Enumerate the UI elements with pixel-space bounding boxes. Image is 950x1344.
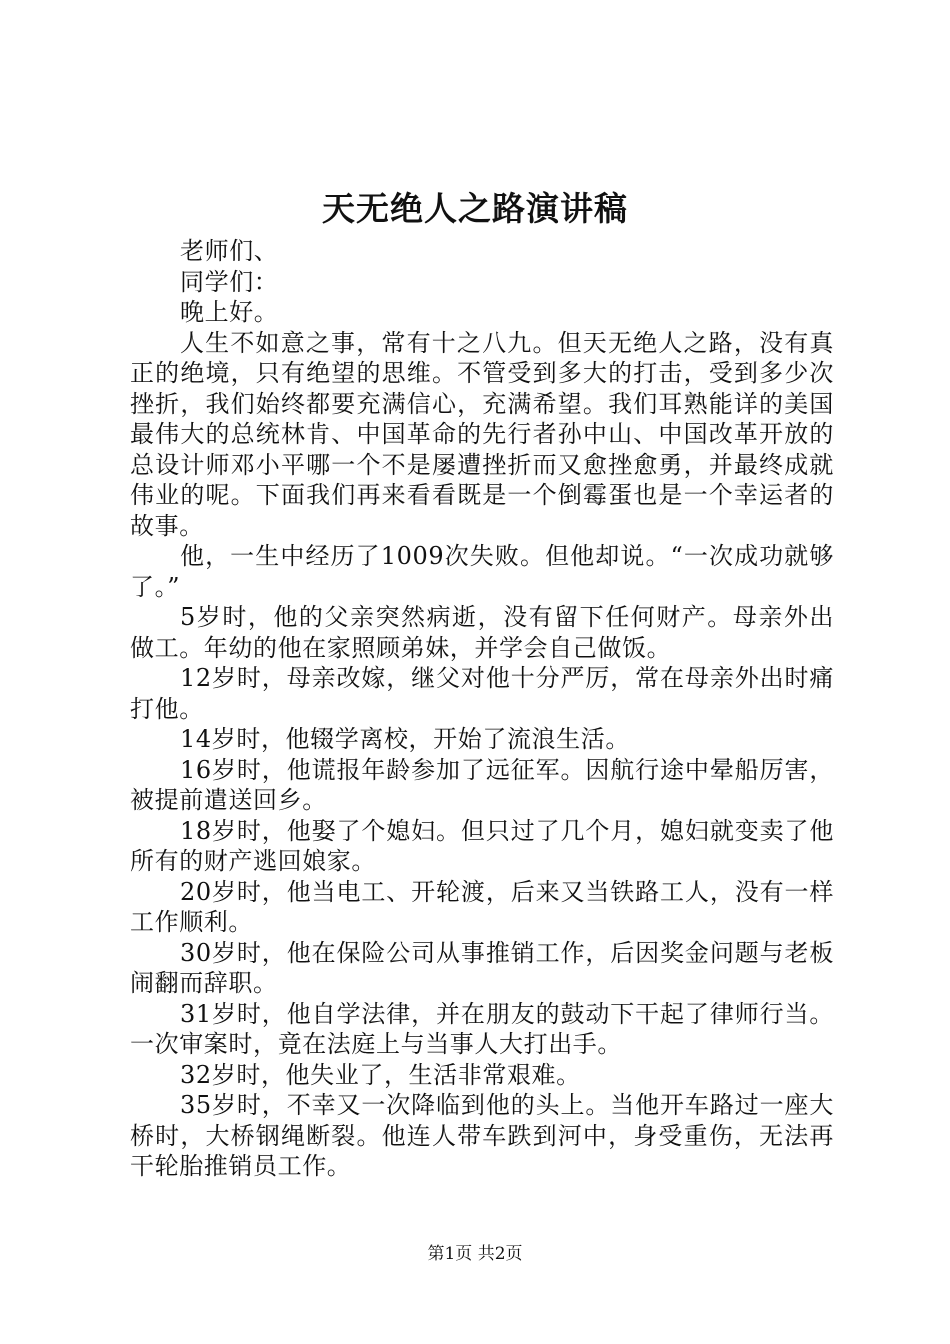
paragraph: 16岁时，他谎报年龄参加了远征军。因航行途中晕船厉害，被提前遣送回乡。 <box>130 755 834 814</box>
paragraph: 晚上好。 <box>180 298 279 326</box>
paragraph: 5岁时，他的父亲突然病逝，没有留下任何财产。母亲外出做工。年幼的他在家照顾弟妹，并学会自己做饭。 <box>130 603 834 662</box>
paragraph: 老师们、 <box>180 237 279 265</box>
paragraph: 31岁时，他自学法律，并在朋友的鼓动下干起了律师行当。一次审案时，竟在法庭上与当事人大打出手。 <box>130 999 834 1058</box>
paragraph: 12岁时，母亲改嫁，继父对他十分严厉，常在母亲外出时痛打他。 <box>130 664 834 723</box>
paragraph: 35岁时，不幸又一次降临到他的头上。当他开车路过一座大桥时，大桥钢绳断裂。他连人带车跌到河中，身受重伤，无法再干轮胎推销员工作。 <box>130 1091 834 1180</box>
paragraph: 32岁时，他失业了，生活非常艰难。 <box>180 1060 581 1089</box>
paragraph: 14岁时，他辍学离校，开始了流浪生活。 <box>180 725 630 753</box>
paragraph: 18岁时，他娶了个媳妇。但只过了几个月，媳妇就变卖了他所有的财产逃回娘家。 <box>130 816 834 875</box>
page-number-footer: 第1页 共2页 <box>427 1244 523 1264</box>
paragraph: 同学们： <box>180 267 279 296</box>
document-title: 天无绝人之路演讲稿 <box>322 189 628 228</box>
paragraph: 他，一生中经历了1009次失败。但他却说。“一次成功就够了。” <box>130 542 834 601</box>
paragraph: 人生不如意之事，常有十之八九。但天无绝人之路，没有真正的绝境，只有绝望的思维。不管受到多大的打击，受到多少次挫折，我们始终都要充满信心，充满希望。我们耳熟能详的美国最伟大的总统林肯、中国革命的先行者孙中山、中国改革开放的总设计师邓小平哪一个不是屡遭挫折而又愈挫愈勇，并最终成就伟业的呢。下面我们再来看看既是一个倒霉蛋也是一个幸运者的故事。 <box>130 328 834 540</box>
paragraph: 30岁时，他在保险公司从事推销工作，后因奖金问题与老板闹翻而辞职。 <box>130 938 834 997</box>
paragraph: 20岁时，他当电工、开轮渡，后来又当铁路工人，没有一样工作顺利。 <box>130 877 834 936</box>
document-body <box>130 236 834 1182</box>
